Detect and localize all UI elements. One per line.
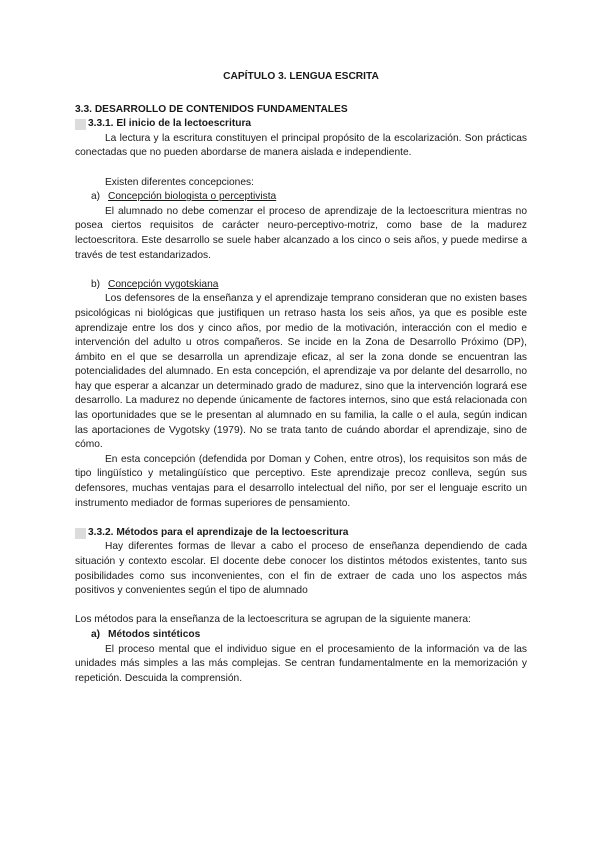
spacer xyxy=(75,511,527,526)
list-letter: b) xyxy=(91,278,101,290)
paragraph: El alumnado no debe comenzar el proceso de aprendizaje de la lectoescritura mientras no posea ciertos requisitos de carácter neuro-perceptivo-motriz, como base de la madurez lectoescritora. Este desarrollo se suele haber alcanzado a los cinco o seis años, y puede medirse a través de test estandarizados. xyxy=(75,205,527,261)
paragraph: Existen diferentes concepciones: xyxy=(105,176,254,188)
paragraph: Los métodos para la enseñanza de la lectoescritura se agrupan de la siguiente manera: xyxy=(75,614,471,626)
document-body xyxy=(75,70,527,686)
paragraph: La lectura y la escritura constituyen el principal propósito de la escolarización. Son prácticas conectadas que no pueden abordarse de manera aislada e independiente. xyxy=(75,132,527,159)
list-item-title: Concepción vygotskiana xyxy=(108,278,219,290)
list-letter: a) xyxy=(91,191,101,203)
heading-marker xyxy=(75,528,86,539)
paragraph: El proceso mental que el individuo sigue en el procesamiento de la información va de las unidades más simples a las más complejas. Se centran fundamentalmente en la memorización y repetición. Descuida la comprensión. xyxy=(75,643,527,684)
list-item-b xyxy=(75,278,527,293)
heading-marker xyxy=(75,119,86,130)
paragraph: Los defensores de la enseñanza y el aprendizaje temprano consideran que no existen bases psicológicas ni biológicas que justifiquen un retraso hasta los seis años, ya que es posible este aprendizaje entre los dos y cinco años, por medio de la motivación, interacción con el medio e intervención del adulto u otros compañeros. Se incide en la Zona de Desarrollo Próximo (DP), ámbito en el que se desarrolla un aprendizaje eficaz, al ser la zona donde se encuentran las potencialidades del alumnado. En esta concepción, el aprendizaje va por delante del desarrollo, no hay que esperar a alcanzar un determinado grado de madurez, sino que la intervención logrará ese desarrollo. La madurez no depende únicamente de factores internos, sino que está relacionada con las oportunidades que se le presentan al alumnado en su familia, la calle o el aula, según indican las aportaciones de Vygotsky (1979). No se trata tanto de cuándo abordar el aprendizaje, sino de cómo. xyxy=(75,293,527,451)
list-item-a-methods xyxy=(75,628,527,643)
chapter-title: CAPÍTULO 3. LENGUA ESCRITA xyxy=(223,71,379,82)
spacer xyxy=(75,263,527,278)
paragraph: En esta concepción (defendida por Doman y Cohen, entre otros), los requisitos son más de tipo lingüístico y metalingüístico que perceptivo. Este aprendizaje precoz conlleva, según sus defensores, muchas ventajas para el desarrollo intelectual del niño, por ser el lenguaje escrito un instrumento mediador de formas superiores de pensamiento. xyxy=(75,453,527,509)
spacer xyxy=(75,599,527,614)
list-item-title: Concepción biologista o perceptivista xyxy=(108,191,277,203)
subsection-1-title: 3.3.1. El inicio de la lectoescritura xyxy=(88,118,252,130)
spacer xyxy=(75,161,527,176)
list-item-title: Métodos sintéticos xyxy=(108,628,201,640)
paragraph: Hay diferentes formas de llevar a cabo el proceso de enseñanza dependiendo de cada situación y contexto escolar. El docente debe conocer los distintos métodos existentes, tanto sus posibilidades como sus inconvenientes, con el fin de extraer de cada uno los aspectos más positivos y convenientes según el tipo de alumnado xyxy=(75,541,527,597)
subsection-2-heading xyxy=(75,526,527,541)
list-item-a xyxy=(75,190,527,205)
subsection-2-title: 3.3.2. Métodos para el aprendizaje de la lectoescritura xyxy=(88,526,349,538)
list-letter: a) xyxy=(91,628,101,640)
subsection-1-heading xyxy=(75,117,527,132)
section-title: 3.3. DESARROLLO DE CONTENIDOS FUNDAMENTALES xyxy=(75,103,348,115)
